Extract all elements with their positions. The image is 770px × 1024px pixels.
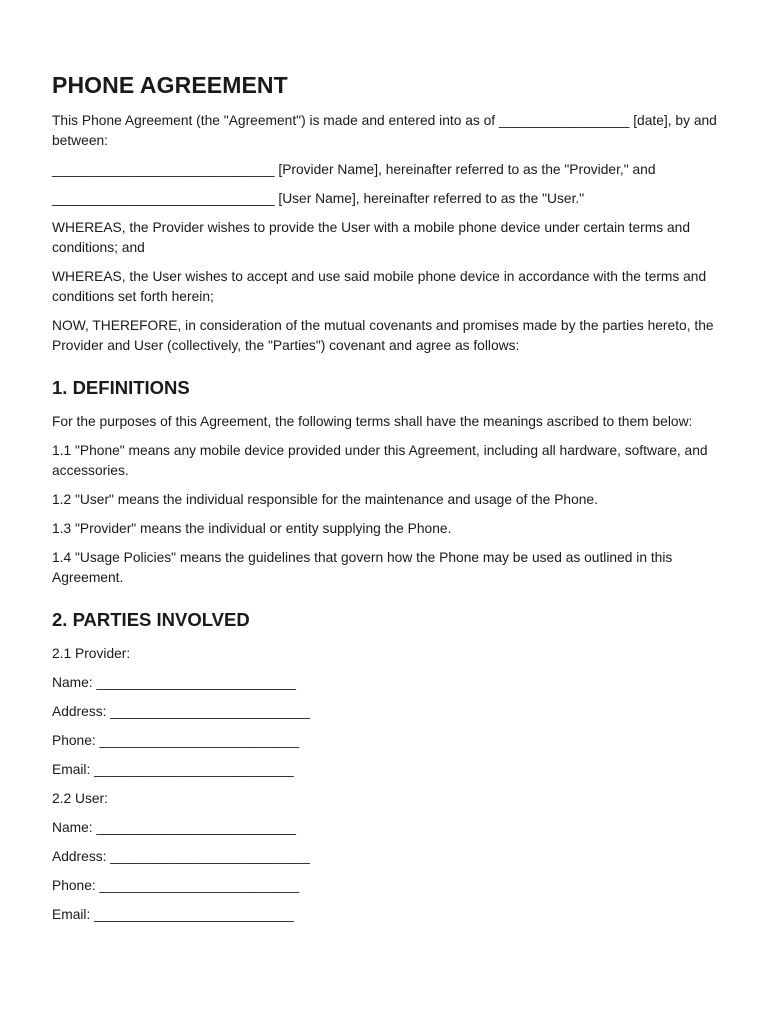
intro-paragraph-user: _____________________________ [User Name], hereinafter referred to as the "User." xyxy=(52,191,585,206)
whereas-user-paragraph: WHEREAS, the User wishes to accept and use said mobile phone device in accordance with the terms and conditions set forth herein; xyxy=(52,269,707,304)
definitions-lead: For the purposes of this Agreement, the following terms shall have the meanings ascribed to them below: xyxy=(52,414,693,429)
provider-name-field: Name: __________________________ xyxy=(52,675,296,690)
definition-phone: 1.1 "Phone" means any mobile device provided under this Agreement, including all hardware, software, and accessories. xyxy=(52,443,708,478)
document-title: PHONE AGREEMENT xyxy=(52,72,288,98)
definition-usage-policies: 1.4 "Usage Policies" means the guidelines that govern how the Phone may be used as outlined in this Agreement. xyxy=(52,550,673,585)
parties-heading: 2. PARTIES INVOLVED xyxy=(52,609,250,630)
definition-user: 1.2 "User" means the individual responsible for the maintenance and usage of the Phone. xyxy=(52,492,598,507)
user-phone-field: Phone: __________________________ xyxy=(52,878,300,893)
user-name-field: Name: __________________________ xyxy=(52,820,296,835)
intro-paragraph-provider: _____________________________ [Provider Name], hereinafter referred to as the "Provider," and xyxy=(52,162,656,177)
intro-paragraph-date: This Phone Agreement (the "Agreement") is made and entered into as of _________________ [date], by and between: xyxy=(52,113,717,148)
definition-provider: 1.3 "Provider" means the individual or entity supplying the Phone. xyxy=(52,521,452,536)
now-therefore-paragraph: NOW, THEREFORE, in consideration of the mutual covenants and promises made by the parties hereto, the Provider and User (collectively, the "Parties") covenant and agree as follows: xyxy=(52,318,714,353)
provider-phone-field: Phone: __________________________ xyxy=(52,733,300,748)
provider-label: 2.1 Provider: xyxy=(52,646,131,661)
user-address-field: Address: __________________________ xyxy=(52,849,310,864)
provider-email-field: Email: __________________________ xyxy=(52,762,294,777)
user-label: 2.2 User: xyxy=(52,791,108,806)
provider-address-field: Address: __________________________ xyxy=(52,704,310,719)
user-email-field: Email: __________________________ xyxy=(52,907,294,922)
definitions-heading: 1. DEFINITIONS xyxy=(52,377,190,398)
whereas-provider-paragraph: WHEREAS, the Provider wishes to provide the User with a mobile phone device under certain terms and conditions; and xyxy=(52,220,691,255)
